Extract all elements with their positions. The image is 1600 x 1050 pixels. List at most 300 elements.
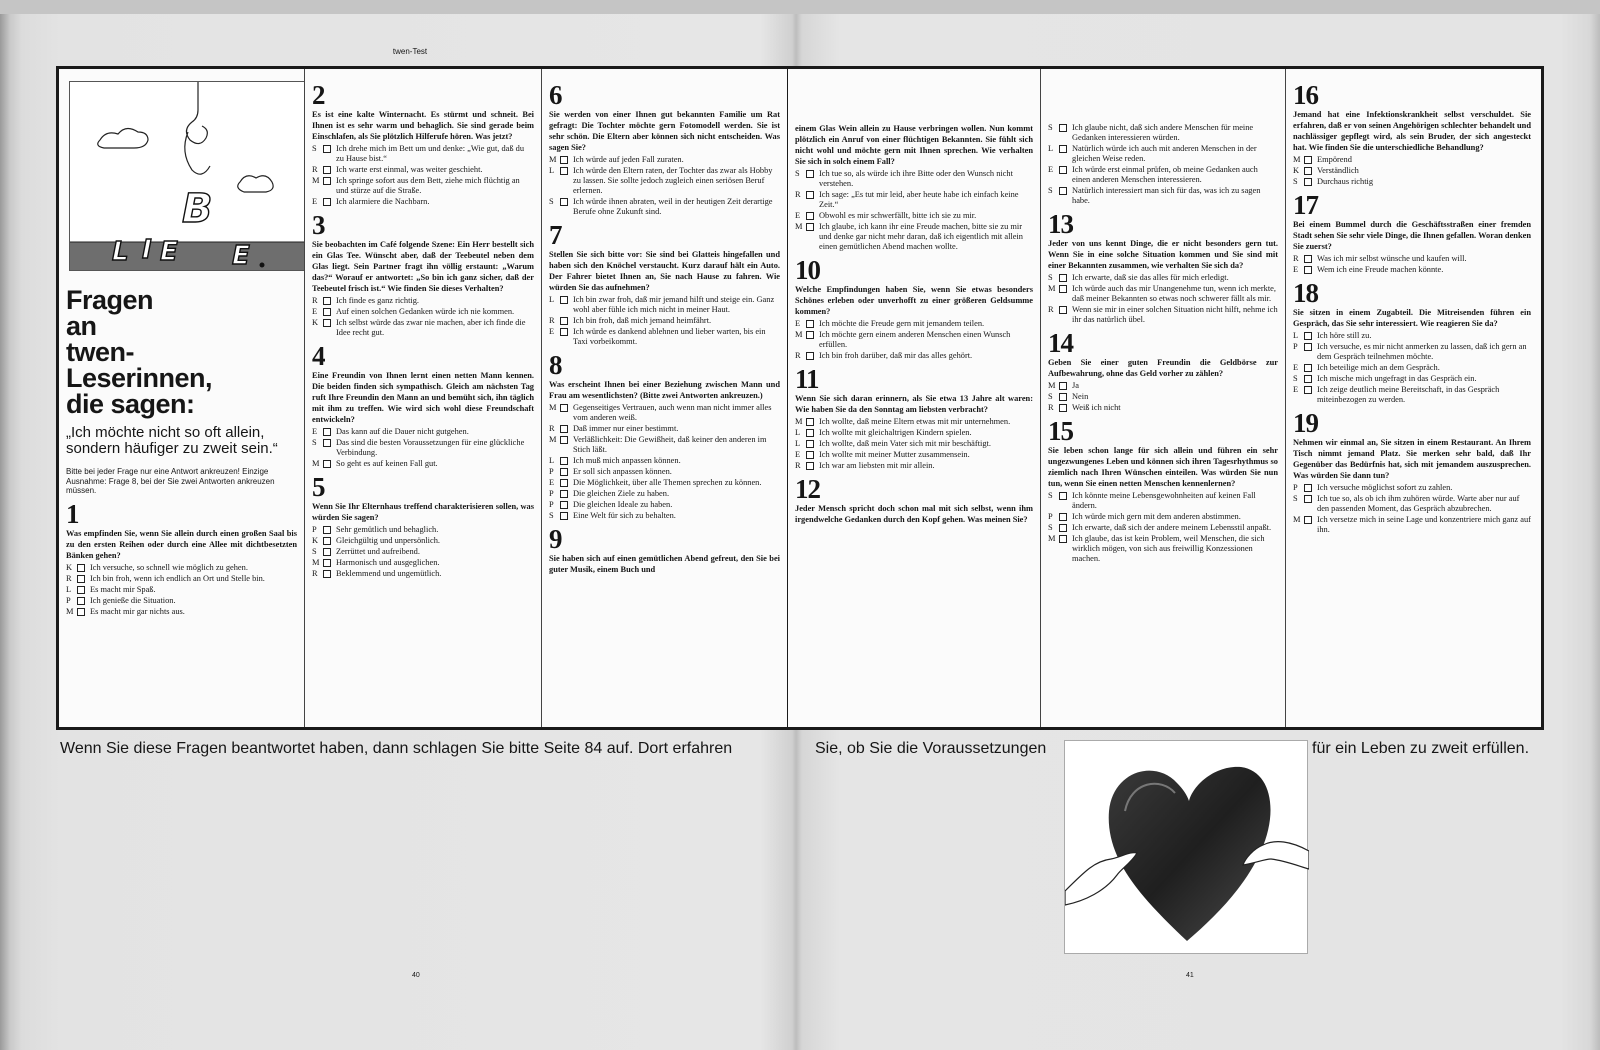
checkbox[interactable]: [1059, 535, 1067, 543]
question-text: Sie beobachten im Café folgende Szene: Ein Herr bestellt sich ein Glas Tee. Wünscht aber, daß der Teebeutel neben dem Glas liegt. Sein Partner fragt ihn völlig erstaunt: „Warum das?“ Worauf er antwortet: „So bin ich ganz sicher, daß der Teebeutel frisch ist.“ Wie finden Sie dieses Verhalten?: [312, 240, 534, 293]
answer-text: Ich versuche, es mir nicht anmerken zu lassen, daß ich gern an dem Gespräch teilnehmen möchte.: [1317, 342, 1527, 361]
checkbox[interactable]: [560, 490, 568, 498]
answer-text: Beklemmend und ungemütlich.: [336, 569, 442, 578]
answer-text: So geht es auf keinen Fall gut.: [336, 459, 438, 468]
checkbox[interactable]: [323, 145, 331, 153]
answer-option: [312, 165, 534, 175]
answer-code: P: [312, 525, 317, 534]
answer-code: S: [1048, 273, 1053, 282]
answer-text: Ich wollte, daß meine Eltern etwas mit mir unternehmen.: [819, 417, 1011, 426]
answer-option: [1048, 403, 1278, 413]
checkbox[interactable]: [1304, 167, 1312, 175]
answer-code: M: [312, 176, 320, 185]
answer-option: [312, 296, 534, 306]
answer-text: Ich mische mich ungefragt in das Gespräch ein.: [1317, 374, 1477, 383]
checkbox[interactable]: [806, 418, 814, 426]
question-text: Jemand hat eine Infektionskrankheit selbst verschuldet. Sie erfahren, daß er von seinen Angehörigen schlechter behandelt und nachlässiger gepflegt wird, als sein Bruder, der sich angesteckt hat. Wie finden Sie die unterschiedliche Behandlung?: [1293, 110, 1531, 152]
question-8: [549, 351, 780, 521]
checkbox[interactable]: [806, 429, 814, 437]
question-number: 4: [312, 341, 325, 371]
checkbox[interactable]: [323, 297, 331, 305]
question-3: [312, 211, 534, 338]
answer-code: S: [1048, 491, 1053, 500]
checkbox[interactable]: [560, 512, 568, 520]
checkbox[interactable]: [1059, 393, 1067, 401]
checkbox[interactable]: [323, 198, 331, 206]
answer-option: [549, 316, 780, 326]
answer-option: [1048, 186, 1278, 206]
answer-option: [1293, 166, 1531, 176]
answer-text: Es macht mir Spaß.: [90, 584, 156, 594]
question-text: Was erscheint Ihnen bei einer Beziehung zwischen Mann und Frau am wesentlichsten? (Bitte zwei Antworten ankreuzen.): [549, 380, 780, 400]
checkbox[interactable]: [1059, 124, 1067, 132]
answer-option: [549, 511, 780, 521]
answer-option: [1048, 381, 1278, 391]
answer-code: R: [795, 461, 801, 470]
liebe-illustration: [69, 81, 304, 271]
question-text: Stellen Sie sich bitte vor: Sie sind bei Glatteis hingefallen und haben sich den Knöchel verstaucht. Kurz darauf hält ein Auto. Der Fahrer bietet Ihnen an, Sie nach Hause zu fahren. Wie würden Sie das aufnehmen?: [549, 250, 780, 292]
answer-option: [312, 438, 534, 458]
column-2: [305, 69, 541, 727]
answer-code: R: [312, 569, 318, 578]
answer-code: S: [1293, 494, 1298, 503]
answer-text: Ich alarmiere die Nachbarn.: [336, 197, 430, 206]
checkbox[interactable]: [560, 425, 568, 433]
checkbox[interactable]: [323, 308, 331, 316]
intro-quote: „Ich möchte nicht so oft allein, sondern häufiger zu zweit sein.“: [66, 424, 278, 457]
answer-text: Ich höre still zu.: [1317, 331, 1372, 340]
checkbox[interactable]: [1304, 255, 1312, 263]
answer-code: P: [549, 489, 554, 498]
answer-text: Ja: [1072, 381, 1079, 390]
checkbox[interactable]: [806, 462, 814, 470]
answer-option: [795, 351, 1033, 361]
checkbox[interactable]: [1304, 386, 1312, 394]
answer-text: Ich zeige deutlich meine Bereitschaft, in das Gespräch miteinbezogen zu werden.: [1317, 385, 1500, 404]
checkbox[interactable]: [323, 177, 331, 185]
answer-option: [1293, 494, 1531, 514]
answer-text: Ich bin froh, daß mich jemand heimfährt.: [573, 316, 712, 325]
answer-text: Die gleichen Ideale zu haben.: [573, 500, 673, 509]
answer-option: [795, 190, 1033, 210]
answer-code: R: [795, 190, 801, 199]
answer-option: [549, 500, 780, 510]
answer-text: Das kann auf die Dauer nicht gutgehen.: [336, 427, 469, 436]
answer-text: Ich sage: „Es tut mir leid, aber heute habe ich einfach keine Zeit.“: [819, 190, 1019, 209]
answer-text: Ich glaube, das ist kein Problem, weil Menschen, die sich wirklich mögen, von sich aus freiwillig Konzessionen machen.: [1072, 534, 1265, 563]
answer-code: P: [1293, 483, 1298, 492]
checkbox[interactable]: [1304, 364, 1312, 372]
question-number: 11: [795, 364, 819, 394]
answer-code: M: [66, 606, 74, 616]
checkbox[interactable]: [806, 451, 814, 459]
answer-option: [549, 489, 780, 499]
answer-option: [795, 222, 1033, 252]
checkbox[interactable]: [1304, 266, 1312, 274]
answer-option: [1293, 177, 1531, 187]
answer-option: [66, 596, 297, 606]
answer-text: Ich drehe mich im Bett um und denke: „Wie gut, daß du zu Hause bist.“: [336, 144, 525, 163]
answer-code: P: [1293, 342, 1298, 351]
question-4: [312, 342, 534, 469]
answer-code: M: [1293, 155, 1301, 164]
answer-text: Ich tue so, als ob ich ihm zuhören würde. Warte aber nur auf den passenden Moment, das Gespräch abzubrechen.: [1317, 494, 1520, 513]
answer-option: [312, 318, 534, 338]
answer-code: E: [1048, 165, 1054, 174]
answer-text: Eine Welt für sich zu behalten.: [573, 511, 676, 520]
answer-text: Ich möchte die Freude gern mit jemandem teilen.: [819, 319, 985, 328]
checkbox[interactable]: [560, 479, 568, 487]
answer-option: [312, 307, 534, 317]
answer-code: L: [549, 295, 555, 304]
answer-code: L: [1293, 331, 1299, 340]
question-text: Sie sitzen in einem Zugabteil. Die Mitreisenden führen ein Gespräch, das Sie sehr interessiert. Wie reagieren Sie da?: [1293, 308, 1531, 328]
checkbox[interactable]: [1059, 187, 1067, 195]
answer-code: E: [549, 327, 555, 336]
answer-text: Empörend: [1317, 155, 1352, 164]
answer-option: [1048, 305, 1278, 325]
answer-text: Auf einen solchen Gedanken würde ich nie kommen.: [336, 307, 515, 316]
answer-text: Er soll sich anpassen können.: [573, 467, 672, 476]
answer-option: [549, 456, 780, 466]
answer-code: M: [312, 558, 320, 567]
answer-option: [1293, 331, 1531, 341]
question-number: 6: [549, 80, 562, 110]
answer-option: [1293, 515, 1531, 535]
answer-option: [1048, 123, 1278, 143]
answer-option: [66, 563, 297, 573]
svg-text:E: E: [232, 241, 250, 271]
question-number: 16: [1293, 80, 1318, 110]
checkbox[interactable]: [560, 317, 568, 325]
checkbox[interactable]: [560, 328, 568, 336]
footer-text-left: Wenn Sie diese Fragen beantwortet haben, dann schlagen Sie bitte Seite 84 auf. Dort erfahren: [60, 740, 733, 757]
answer-text: Harmonisch und ausgeglichen.: [336, 558, 440, 567]
checkbox[interactable]: [806, 191, 814, 199]
answer-option: [312, 569, 534, 579]
answer-option: [795, 450, 1033, 460]
question-6: [549, 81, 780, 217]
answer-option: [312, 176, 534, 196]
question-7: [549, 221, 780, 347]
answer-text: Es macht mir gar nichts aus.: [90, 606, 185, 616]
checkbox[interactable]: [323, 559, 331, 567]
footer-text-right-a: Sie, ob Sie die Voraussetzungen: [815, 740, 1047, 757]
answer-text: Ich wollte mit meiner Mutter zusammensein.: [819, 450, 970, 459]
answer-text: Ich würde mich gern mit dem anderen abstimmen.: [1072, 512, 1241, 521]
question-text: Wenn Sie Ihr Elternhaus treffend charakterisieren sollen, was würden Sie sagen?: [312, 502, 534, 522]
answer-option: [549, 197, 780, 217]
answer-code: M: [549, 403, 557, 412]
answer-option: [1293, 374, 1531, 384]
answer-code: K: [312, 318, 319, 327]
checkbox[interactable]: [1059, 166, 1067, 174]
answer-code: S: [795, 169, 800, 178]
answer-text: Die gleichen Ziele zu haben.: [573, 489, 670, 498]
svg-text:B: B: [182, 186, 213, 232]
question-number: 3: [312, 210, 325, 240]
checkbox[interactable]: [806, 320, 814, 328]
checkbox[interactable]: [560, 167, 568, 175]
checkbox[interactable]: [1304, 156, 1312, 164]
answer-text: Zerrüttet und aufreibend.: [336, 547, 420, 556]
heart-illustration: [1064, 740, 1308, 954]
page-number-right: 41: [1186, 972, 1194, 979]
answer-option: [1048, 491, 1278, 511]
checkbox[interactable]: [323, 526, 331, 534]
question-number: 17: [1293, 190, 1318, 220]
checkbox[interactable]: [1304, 343, 1312, 351]
answer-text: Ich würde es dankend ablehnen und lieber warten, bis ein Taxi vorbeikommt.: [573, 327, 766, 346]
answer-code: L: [66, 584, 72, 594]
answer-option: [1293, 483, 1531, 493]
answer-text: Daß immer nur einer bestimmt.: [573, 424, 679, 433]
question-16: [1293, 81, 1531, 187]
answer-code: K: [1293, 166, 1300, 175]
checkbox[interactable]: [77, 608, 85, 616]
answer-text: Ich glaube, ich kann ihr eine Freude machen, bitte sie zu mir und denke gar nicht mehr daran, daß ich eigentlich mit allein einen gemütlichen Abend machen wollte.: [819, 222, 1023, 251]
answer-code: R: [1048, 305, 1054, 314]
checkbox[interactable]: [560, 468, 568, 476]
question-text: Sie haben sich auf einen gemütlichen Abend gefreut, den Sie bei guter Musik, einem Buch und: [549, 554, 780, 574]
answer-code: M: [795, 330, 803, 339]
answer-text: Ich würde erst einmal prüfen, ob meine Gedanken auch einen anderen Menschen interessieren.: [1072, 165, 1258, 184]
question-11: [795, 365, 1033, 471]
question-number: 2: [312, 80, 325, 110]
checkbox[interactable]: [1059, 382, 1067, 390]
answer-code: S: [549, 511, 554, 520]
checkbox[interactable]: [1059, 513, 1067, 521]
answer-option: [549, 467, 780, 477]
checkbox[interactable]: [1059, 404, 1067, 412]
answer-text: Ich springe sofort aus dem Bett, ziehe mich flüchtig an und stürze auf die Straße.: [336, 176, 520, 195]
answer-text: Ich finde es ganz richtig.: [336, 296, 420, 305]
answer-code: R: [549, 424, 555, 433]
answer-code: S: [549, 197, 554, 206]
checkbox[interactable]: [560, 457, 568, 465]
answer-code: E: [795, 450, 801, 459]
column-3: [542, 69, 787, 727]
question-text: Nehmen wir einmal an, Sie sitzen in einem Restaurant. An Ihrem Tisch nimmt jemand Platz. Sie merken sehr bald, daß Ihr Gegenüber das Bedürfnis hat, sich mit jemandem auszusprechen. Was würden Sie dann tun?: [1293, 438, 1531, 480]
checkbox[interactable]: [560, 296, 568, 304]
answer-option: [1048, 273, 1278, 283]
checkbox[interactable]: [323, 570, 331, 578]
answer-code: E: [1293, 265, 1299, 274]
answer-code: S: [1293, 374, 1298, 383]
answer-text: Ich würde auch das mir Unangenehme tun, wenn ich merkte, daß meiner Bekannten so etwas noch schwerer fällt als mir.: [1072, 284, 1276, 303]
answer-text: Ich selbst würde das zwar nie machen, aber ich finde die Idee recht gut.: [336, 318, 526, 337]
answer-option: [66, 574, 297, 584]
answer-code: K: [66, 562, 73, 572]
answer-text: Die Möglichkeit, über alle Themen sprechen zu können.: [573, 478, 762, 487]
checkbox[interactable]: [1304, 484, 1312, 492]
answer-text: Ich warte erst einmal, was weiter geschieht.: [336, 165, 483, 174]
answer-option: [795, 169, 1033, 189]
answer-text: Ich glaube nicht, daß sich andere Menschen für meine Gedanken interessieren würden.: [1072, 123, 1254, 142]
question-text: Bei einem Bummel durch die Geschäftsstraßen einer fremden Stadt sehen Sie sehr viele Dinge, die Ihnen gefallen. Woran denken Sie zuerst?: [1293, 220, 1531, 251]
answer-option: [66, 585, 297, 595]
answer-code: R: [312, 165, 318, 174]
question-text: Sie leben schon lange für sich allein und führen ein sehr ungezwungenes Leben und können sich ihren Tagesrhythmus so ziemlich nach Ihren Wünschen einteilen. Was würden Sie nun tun, wenn Sie einen netten Menschen kennenlernen?: [1048, 446, 1278, 488]
checkbox[interactable]: [1304, 516, 1312, 524]
answer-code: L: [1048, 144, 1054, 153]
answer-option: [1293, 155, 1531, 165]
answer-code: R: [549, 316, 555, 325]
answer-code: L: [795, 439, 801, 448]
checkbox[interactable]: [806, 352, 814, 360]
answer-option: [549, 155, 780, 165]
answer-code: S: [1048, 123, 1053, 132]
checkbox[interactable]: [77, 586, 85, 594]
answer-code: P: [66, 595, 71, 605]
answer-option: [1048, 523, 1278, 533]
answer-text: Was ich mir selbst wünsche und kaufen will.: [1317, 254, 1467, 263]
checkbox[interactable]: [1059, 145, 1067, 153]
checkbox[interactable]: [1059, 285, 1067, 293]
checkbox[interactable]: [806, 223, 814, 231]
checkbox[interactable]: [806, 331, 814, 339]
answer-text: Ich möchte gern einem anderen Menschen einen Wunsch erfüllen.: [819, 330, 1011, 349]
answer-text: Gleichgültig und unpersönlich.: [336, 536, 440, 545]
checkbox[interactable]: [560, 156, 568, 164]
checkbox[interactable]: [1059, 306, 1067, 314]
footer-text-right-b: für ein Leben zu zweit erfüllen.: [1312, 740, 1530, 757]
answer-option: [549, 435, 780, 455]
question-number: 10: [795, 255, 820, 285]
answer-code: L: [795, 428, 801, 437]
checkbox[interactable]: [806, 440, 814, 448]
answer-text: Ich würde auf jeden Fall zuraten.: [573, 155, 684, 164]
question-number: 15: [1048, 416, 1073, 446]
checkbox[interactable]: [323, 548, 331, 556]
answer-code: P: [1048, 512, 1053, 521]
checkbox[interactable]: [1059, 274, 1067, 282]
question-9-answers: [795, 169, 1033, 252]
checkbox[interactable]: [1304, 495, 1312, 503]
checkbox[interactable]: [77, 575, 85, 583]
answer-option: [1293, 265, 1531, 275]
answer-text: Ich tue so, als würde ich ihre Bitte oder den Wunsch nicht verstehen.: [819, 169, 1013, 188]
answer-option: [312, 459, 534, 469]
answer-code: M: [1293, 515, 1301, 524]
answer-option: [795, 330, 1033, 350]
answer-text: Sehr gemütlich und behaglich.: [336, 525, 439, 534]
answer-option: [549, 166, 780, 196]
answer-text: Verläßlichkeit: Die Gewißheit, daß keiner den anderen im Stich läßt.: [573, 435, 767, 454]
question-15: [1048, 417, 1278, 564]
headline: Fragen an twen- Leserinnen, die sagen:: [66, 285, 213, 419]
checkbox[interactable]: [1059, 492, 1067, 500]
answer-option: [1048, 165, 1278, 185]
answer-text: Ich versetze mich in seine Lage und konzentriere mich ganz auf ihn.: [1317, 515, 1531, 534]
answer-code: L: [549, 456, 555, 465]
checkbox[interactable]: [1304, 332, 1312, 340]
checkbox[interactable]: [323, 439, 331, 447]
question-19: [1293, 409, 1531, 535]
answer-code: S: [312, 144, 317, 153]
answer-code: E: [795, 211, 801, 220]
answer-text: Ich beteilige mich an dem Gespräch.: [1317, 363, 1440, 372]
page-edge: [0, 0, 1600, 14]
answer-option: [549, 403, 780, 423]
checkbox[interactable]: [323, 428, 331, 436]
answer-text: Natürlich würde ich auch mit anderen Menschen in der gleichen Weise reden.: [1072, 144, 1257, 163]
question-number: 9: [549, 524, 562, 554]
question-2: [312, 81, 534, 207]
checkbox[interactable]: [323, 319, 331, 327]
answer-code: P: [549, 467, 554, 476]
heart-with-hands-drawing: [1065, 741, 1309, 955]
answer-code: R: [1293, 254, 1299, 263]
checkbox[interactable]: [77, 564, 85, 572]
checkbox[interactable]: [323, 166, 331, 174]
answer-option: [312, 144, 534, 164]
checkbox[interactable]: [560, 436, 568, 444]
checkbox[interactable]: [1304, 178, 1312, 186]
checkbox[interactable]: [1304, 375, 1312, 383]
answer-option: [1293, 363, 1531, 373]
checkbox[interactable]: [1059, 524, 1067, 532]
checkbox[interactable]: [560, 404, 568, 412]
answer-option: [795, 211, 1033, 221]
answer-code: E: [1293, 385, 1299, 394]
answer-code: M: [795, 222, 803, 231]
question-number: 14: [1048, 328, 1073, 358]
question-text: Welche Empfindungen haben Sie, wenn Sie etwas besonders Schönes erleben oder unverhofft zu einer größeren Geldsumme kommen?: [795, 285, 1033, 316]
answer-text: Gegenseitiges Vertrauen, auch wenn man nicht immer alles vom anderen weiß.: [573, 403, 772, 422]
answer-code: M: [795, 417, 803, 426]
question-number: 1: [66, 498, 79, 529]
answer-code: E: [312, 427, 318, 436]
answer-code: M: [1048, 284, 1056, 293]
question-number: 5: [312, 472, 325, 502]
question-text: Eine Freundin von Ihnen lernt einen netten Mann kennen. Die beiden finden sich sympathisch. Gleich am nächsten Tag ruft Ihre Freundin den Mann an und bemüht sich, ihn täglich mit ihm zu treffen. Wie wird sich wohl diese Freundschaft entwickeln?: [312, 371, 534, 424]
answer-option: [795, 461, 1033, 471]
answer-option: [312, 536, 534, 546]
question-number: 12: [795, 474, 820, 504]
right-page-questionnaire: [788, 66, 1544, 730]
answer-option: [1048, 284, 1278, 304]
checkbox[interactable]: [77, 597, 85, 605]
answer-option: [1293, 254, 1531, 264]
question-1: [66, 500, 297, 617]
question-9-continued: einem Glas Wein allein zu Hause verbringen wollen. Nun kommt plötzlich ein Anruf von einer flüchtigen Bekannten. Sie fühlt sich nicht wohl und möchte gern mit Ihnen sprechen. Wie verhalten Sie sich in solch einem Fall?: [795, 124, 1033, 166]
svg-text:I: I: [142, 235, 152, 265]
question-17: [1293, 191, 1531, 275]
checkbox[interactable]: [323, 537, 331, 545]
answer-text: Ich wollte, daß mein Vater sich mit mir beschäftigt.: [819, 439, 991, 448]
answer-option: [549, 295, 780, 315]
answer-text: Ich wollte mit gleichaltrigen Kindern spielen.: [819, 428, 972, 437]
checkbox[interactable]: [806, 170, 814, 178]
answer-text: Ich würde den Eltern raten, der Tochter das zwar als Hobby zu lassen. Sie sollte jedoch zugleich einen seriösen Beruf erlernen.: [573, 166, 773, 195]
answer-text: Ich genieße die Situation.: [90, 595, 176, 605]
question-text: Geben Sie einer guten Freundin die Geldbörse zur Aufbewahrung, ohne das Geld vorher zu zählen?: [1048, 358, 1278, 378]
question-text: Wenn Sie sich daran erinnern, als Sie etwa 13 Jahre alt waren: Wie haben Sie da den Sonntag am liebsten verbracht?: [795, 394, 1033, 414]
checkbox[interactable]: [323, 460, 331, 468]
question-12: [795, 475, 1033, 525]
answer-option: [795, 428, 1033, 438]
answer-text: Obwohl es mir schwerfällt, bitte ich sie zu mir.: [819, 211, 977, 220]
checkbox[interactable]: [560, 501, 568, 509]
page-number-left: 40: [412, 972, 420, 979]
checkbox[interactable]: [806, 212, 814, 220]
svg-text:E: E: [160, 237, 178, 267]
question-text: Jeder von uns kennt Dinge, die er nicht besonders gern tut. Wenn Sie in eine solche Situation kommen und Sie sind mit einer Bekannten zusammen, wie verhalten Sie sich da?: [1048, 239, 1278, 270]
answer-option: [312, 547, 534, 557]
running-title: twen-Test: [392, 47, 428, 56]
checkbox[interactable]: [560, 198, 568, 206]
